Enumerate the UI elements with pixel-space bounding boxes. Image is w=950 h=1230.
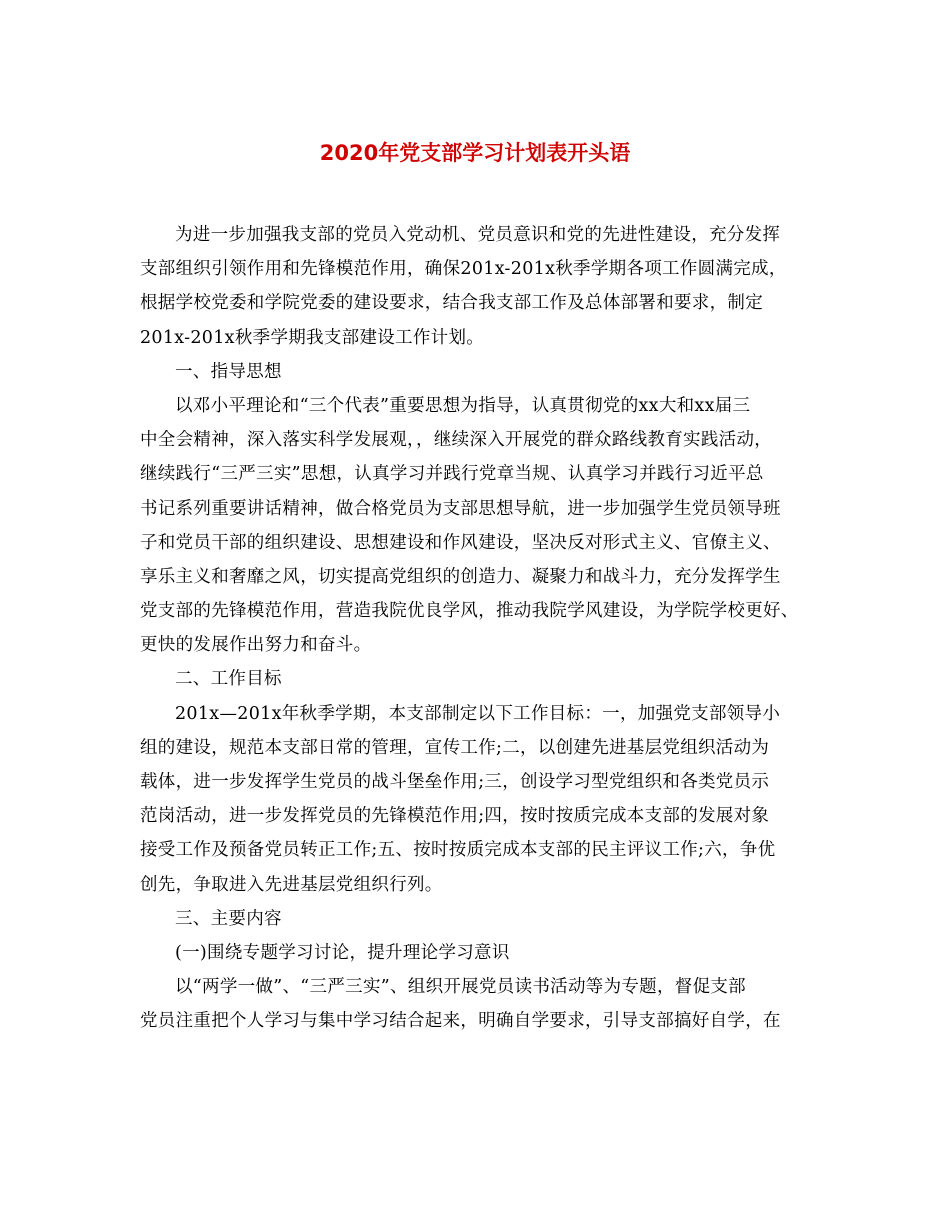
- text-line: 党支部的先锋模范作用，营造我院优良学风，推动我院学风建设，为学院学校更好、: [140, 601, 799, 622]
- text-line: 二、工作目标: [175, 669, 282, 690]
- text-line: 组的建设，规范本支部日常的管理，宣传工作;二，以创建先进基层党组织活动为: [140, 737, 770, 758]
- text-line: 载体，进一步发挥学生党员的战斗堡垒作用;三，创设学习型党组织和各类党员示: [140, 772, 770, 792]
- text-line: 为进一步加强我支部的党员入党动机、党员意识和党的先进性建设，充分发挥: [175, 225, 781, 245]
- text-line: 支部组织引领作用和先锋模范作用，确保201x-201x秋季学期各项工作圆满完成，: [140, 259, 787, 280]
- text-line: 根据学校党委和学院党委的建设要求，结合我支部工作及总体部署和要求，制定: [140, 293, 763, 314]
- text-line: 中全会精神，深入落实科学发展观，，继续深入开展党的群众路线教育实践活动，: [140, 430, 773, 451]
- text-line: 享乐主义和奢靡之风，切实提高党组织的创造力、凝聚力和战斗力，充分发挥学生: [140, 566, 781, 587]
- text-line: 更快的发展作出努力和奋斗。: [140, 635, 372, 656]
- text-line: 子和党员干部的组织建设、思想建设和作风建设，坚决反对形式主义、官僚主义、: [140, 532, 781, 553]
- text-line: (一)围绕专题学习讨论，提升理论学习意识: [175, 942, 510, 963]
- text-line: 范岗活动，进一步发挥党员的先锋模范作用;四，按时按质完成本支部的发展对象: [140, 806, 770, 827]
- text-line: 党员注重把个人学习与集中学习结合起来，明确自学要求，引导支部搞好自学，在: [140, 1011, 781, 1032]
- text-line: 以“两学一做”、“三严三实”、组织开展党员读书活动等为专题，督促支部: [175, 977, 746, 998]
- text-line: 三、主要内容: [175, 908, 282, 929]
- document-title: 2020年党支部学习计划表开头语: [319, 141, 631, 165]
- document-body: [140, 218, 800, 1039]
- text-line: 201x-201x秋季学期我支部建设工作计划。: [140, 327, 485, 348]
- text-line: 创先，争取进入先进基层党组织行列。: [140, 874, 443, 895]
- text-line: 接受工作及预备党员转正工作;五、按时按质完成本支部的民主评议工作;六，争优: [140, 840, 776, 861]
- text-line: 201x—201x年秋季学期，本支部制定以下工作目标：一，加强党支部领导小: [175, 703, 781, 724]
- text-line: 以邓小平理论和“三个代表”重要思想为指导，认真贯彻党的xx大和xx届三: [175, 395, 751, 416]
- text-line: 一、指导思想: [175, 361, 282, 382]
- text-line: 继续践行“三严三实”思想，认真学习并践行党章当规、认真学习并践行习近平总: [140, 464, 764, 485]
- text-line: 书记系列重要讲话精神，做合格党员为支部思想导航，进一步加强学生党员领导班: [140, 498, 781, 519]
